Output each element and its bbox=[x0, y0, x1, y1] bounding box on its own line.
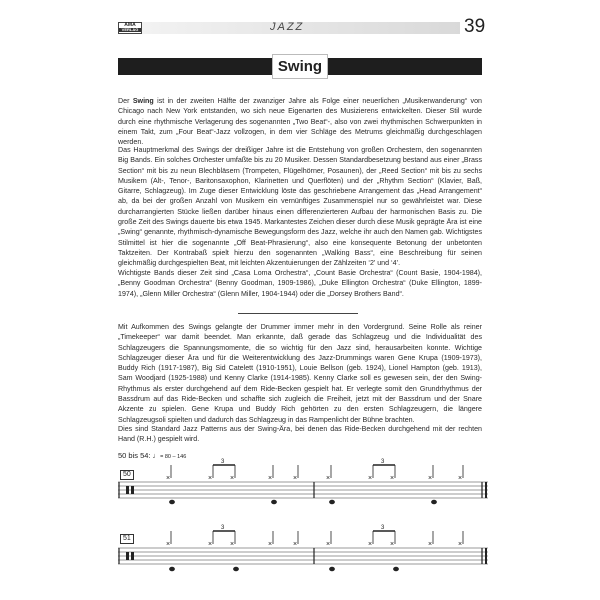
triplet-marker-51b: 3 bbox=[381, 525, 385, 531]
quarter-note-icon: ♩ bbox=[152, 451, 161, 460]
svg-text:×: × bbox=[458, 541, 463, 548]
publisher-logo bbox=[118, 22, 142, 34]
svg-text:×: × bbox=[268, 475, 273, 482]
svg-text:×: × bbox=[326, 541, 331, 548]
triplet-marker-51a: 3 bbox=[221, 525, 225, 531]
svg-text:×: × bbox=[230, 475, 235, 482]
tempo-label: 50 bis 54: bbox=[118, 451, 151, 460]
drum-staff-50 bbox=[118, 459, 488, 522]
svg-text:×: × bbox=[166, 541, 171, 548]
svg-text:×: × bbox=[208, 475, 213, 482]
svg-text:×: × bbox=[208, 541, 213, 548]
svg-text:×: × bbox=[326, 475, 331, 482]
svg-text:×: × bbox=[293, 541, 298, 548]
svg-text:×: × bbox=[293, 475, 298, 482]
section-title: JAZZ bbox=[270, 21, 305, 33]
svg-text:×: × bbox=[390, 541, 395, 548]
paragraph-intro-text: ist in der zweiten Hälfte der zwanziger Jahre als Folge einer neuerlichen „Musikerwanderung“ von Chicago nach New York entstanden, wo sich neue Eigenarten des Musizierens entwickelten. Dieser Stil wurde durch eine rhythmische Verlagerung des sogenannten „Two Beat“-, also von zwei rhythmischen Schwerpunkten in einem Takt, zum „Four Beat“-Jazz vollzogen, in dem vier Schläge des Metrums gleichmäßig durchgeschlagen werden. bbox=[118, 97, 482, 147]
paragraph-intro-lead: Der bbox=[118, 97, 133, 105]
paragraph-intro bbox=[118, 96, 482, 147]
example-number-50: 50 bbox=[120, 470, 134, 480]
ride-pattern-bar3 bbox=[166, 531, 298, 571]
triplet-marker-50b: 3 bbox=[381, 459, 385, 465]
svg-text:×: × bbox=[390, 475, 395, 482]
svg-text:×: × bbox=[166, 475, 171, 482]
paragraph-drummers: Mit Aufkommen des Swings gelangte der Drummer immer mehr in den Vordergrund. Seine Rolle als reiner „Timekeeper“ war damit beendet. Man erkannte, daß gerade das Schlagzeug und die Individualität des Schlagzeugers die Spannungsmomente, die so wichtig für den Jazz sind, herausarbeiten konnte. Wichtige Schlagzeuger dieser Ära und für die Weiterentwicklung des Jazz-Drummings waren Gene Krupa (1909-1973), Buddy Rich (1917-1987), Big Sid Catelett (1910-1951), Louie Bellson (geb. 1924), Lionel Hampton (geb. 1913), Sam Woodjard (1925-1988) und Kenny Clarke (1914-1985). Kenny Clarke soll es gewesen sein, der den Swing-Rhythmus als erster durchgehend auf dem Ride-Becken gespielt hat. Er verlegte somit den Grundrhythmus der Bassdrum auf das Ride-Becken und schaffte sich zugleich die Freiheit, jetzt mit der Bassdrum und der Snare Akzente zu spielen. Gene Krupa und Buddy Rich gehörten zu den ersten Schlagzeugern, die längere Schlagzeugsoli spielten und dadurch das Schlagzeug in das Rampenlicht der Bühne brachten. bbox=[118, 323, 482, 424]
tempo-marking bbox=[118, 451, 186, 460]
paragraph-intro-bold: Swing bbox=[132, 97, 154, 105]
paragraph-big-bands: Das Hauptmerkmal des Swings der dreißiger Jahre ist die Entstehung von großen Orchestern, den sogenannten Big Bands. Ein solches Orchester umfaßte bis zu 20 Musiker. Dessen Standardbesetzung bestand aus einer „Brass Section“ mit bis zu neun Blechbläsern (Trompeten, Flügelhörner, Posaunen), der „Reed Section“ mit bis zu sechs Musikern (Alt-, Tenor-, Baritonsaxophon, Klarinetten und Querflöten) und der „Rhythm Section“ (Klavier, Baß, Gitarre, Schlagzeug). Im Zuge dieser Entwicklung löste das geschriebene Arrangement das „Head Arrangement“ ab, da bei der großen Anzahl von Musikern ein vernünftiges Zusammenspiel nur so gewährleistet war. Diese durcharrangierten Stücke ließen darüber hinaus einen differenzierteren Aufbau der harmonischen Basis zu. Die große Zeit des Swings dauerte bis etwa 1945. Markantestes Zeichen dieser durch diese Musik geprägte Ära ist eine „Swing“ genannte, rhythmisch-dynamische Bewegungsform des Jazz, welche ihr auch den Namen gab. Wichtigstes Stilmittel ist hier die sogenannte „Off Beat-Phrasierung“, also eine konsequente Betonung der unbetonten Taktzeiten. Der Kontrabaß spielt hierzu den sogenannten „Walking Bass“, eine Beschreibung für seinen gleichmäßig durchgespielten Beat, mit leichten Akzentuierungen der Zählzeiten ‘2’ und ‘4’. bbox=[118, 146, 482, 268]
section-divider bbox=[238, 313, 358, 314]
logo-line1: AMA bbox=[124, 22, 136, 28]
paragraph-patterns: Dies sind Standard Jazz Patterns aus der Swing-Ära, bei denen das Ride-Becken durchgehend mit der rechten Hand (R.H.) gespielt wird. bbox=[118, 425, 482, 444]
tempo-value: = 80 – 146 bbox=[160, 454, 187, 460]
example-number-51: 51 bbox=[120, 534, 134, 544]
paragraph-bands: Wichtigste Bands dieser Zeit sind „Casa Loma Orchestra“, „Count Basie Orchestra“ (Count Basie, 1904-1984), „Benny Goodman Orchestra“ (Benny Goodman, 1909-1986), „Duke Ellington Orchestra“ (Duke Ellington, 1899-1974), „Glenn Miller Orchestra“ (Glenn Miller, 1904-1944) oder die „Dorsey Brothers Band“. bbox=[118, 269, 482, 298]
triplet-marker-50a: 3 bbox=[221, 459, 225, 465]
svg-text:×: × bbox=[368, 475, 373, 482]
ride-pattern-bar4 bbox=[326, 531, 463, 571]
svg-text:×: × bbox=[458, 475, 463, 482]
drum-staff-51 bbox=[118, 526, 488, 596]
svg-text:×: × bbox=[368, 541, 373, 548]
svg-text:×: × bbox=[268, 541, 273, 548]
logo-line2: VERLAG bbox=[119, 28, 141, 32]
svg-text:×: × bbox=[230, 541, 235, 548]
svg-text:×: × bbox=[428, 475, 433, 482]
page-number: 39 bbox=[464, 16, 486, 37]
svg-text:×: × bbox=[428, 541, 433, 548]
page-title: Swing bbox=[272, 54, 328, 79]
